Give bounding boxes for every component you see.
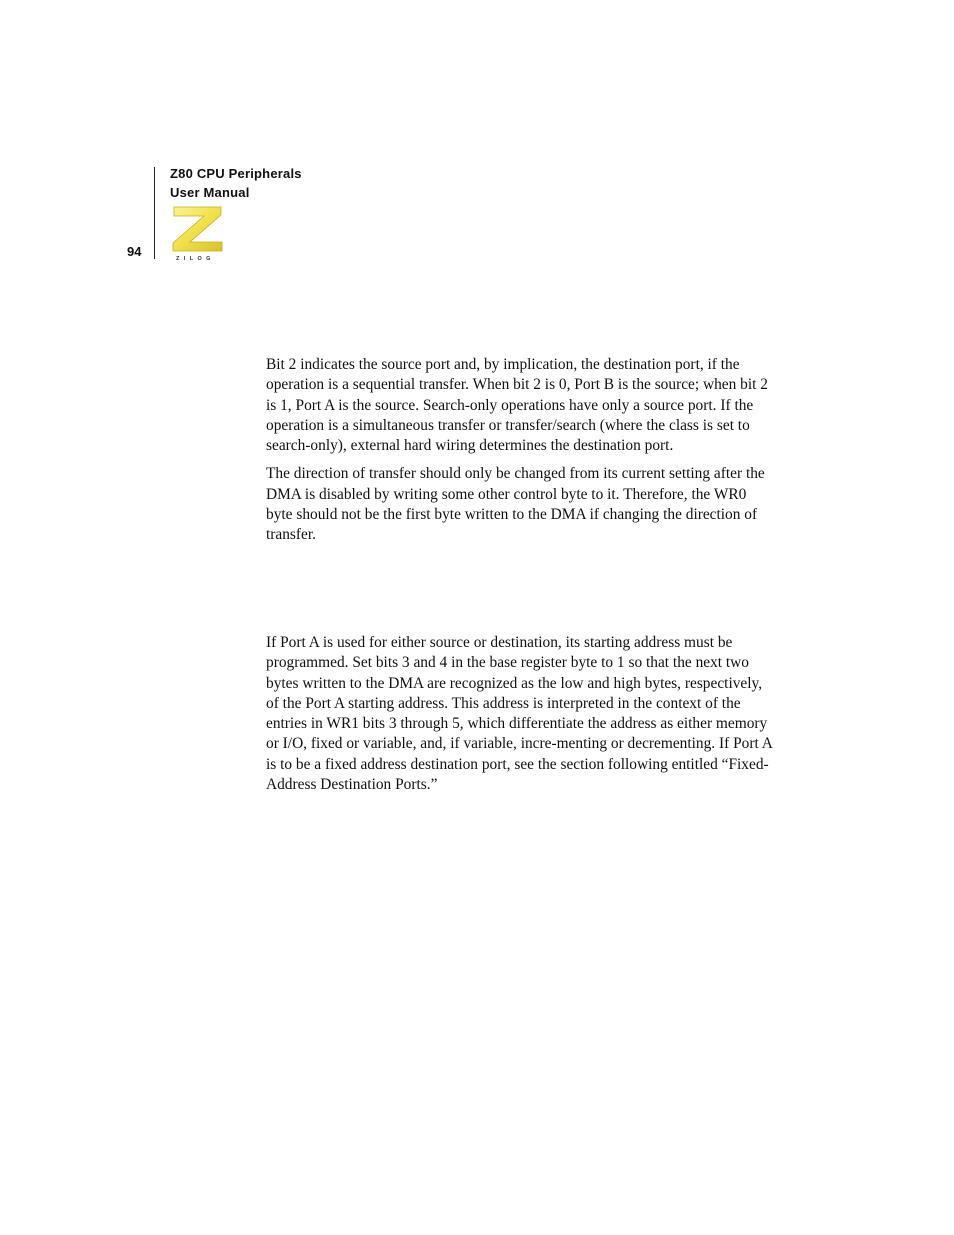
paragraph-source-port: Bit 2 indicates the source port and, by implication, the destination port, if the operation is a sequential transfer. When bit 2 is 0, Port B is the source; when bit 2 is 1, Port A is the source. Search-only operations have only a source port. If the operation is a simultaneous transfer or transfer/search (where the class is set to search-only), external hard wiring determines the destination port. <box>266 356 768 455</box>
document-title-line2: User Manual <box>170 185 250 200</box>
document-title <box>170 164 302 202</box>
document-title-line1: Z80 CPU Peripherals <box>170 166 302 181</box>
paragraph-transfer-direction: The direction of transfer should only be changed from its current setting after the DMA is disabled by writing some other control byte to it. Therefore, the WR0 byte should not be the first byte written to the DMA if changing the direction of transfer. <box>266 465 765 544</box>
logo-wordmark: ZILOG <box>176 256 215 262</box>
header-divider <box>154 167 155 259</box>
page-number: 94 <box>127 244 142 259</box>
main-content <box>266 355 774 794</box>
zilog-logo-icon <box>170 204 226 262</box>
paragraph-port-a-address: If Port A is used for either source or destination, its starting address must be programmed. Set bits 3 and 4 in the base register byte to 1 so that the next two bytes written to the DMA are recognized as the low and high bytes, respectively, of the Port A starting address. This address is interpreted in the context of the entries in WR1 bits 3 through 5, which differentiate the address as either memory or I/O, fixed or variable, and, if variable, incre-menting or decrementing. If Port A is to be a fixed address destination port, see the section following entitled “Fixed-Address Destination Ports.” <box>266 634 773 794</box>
